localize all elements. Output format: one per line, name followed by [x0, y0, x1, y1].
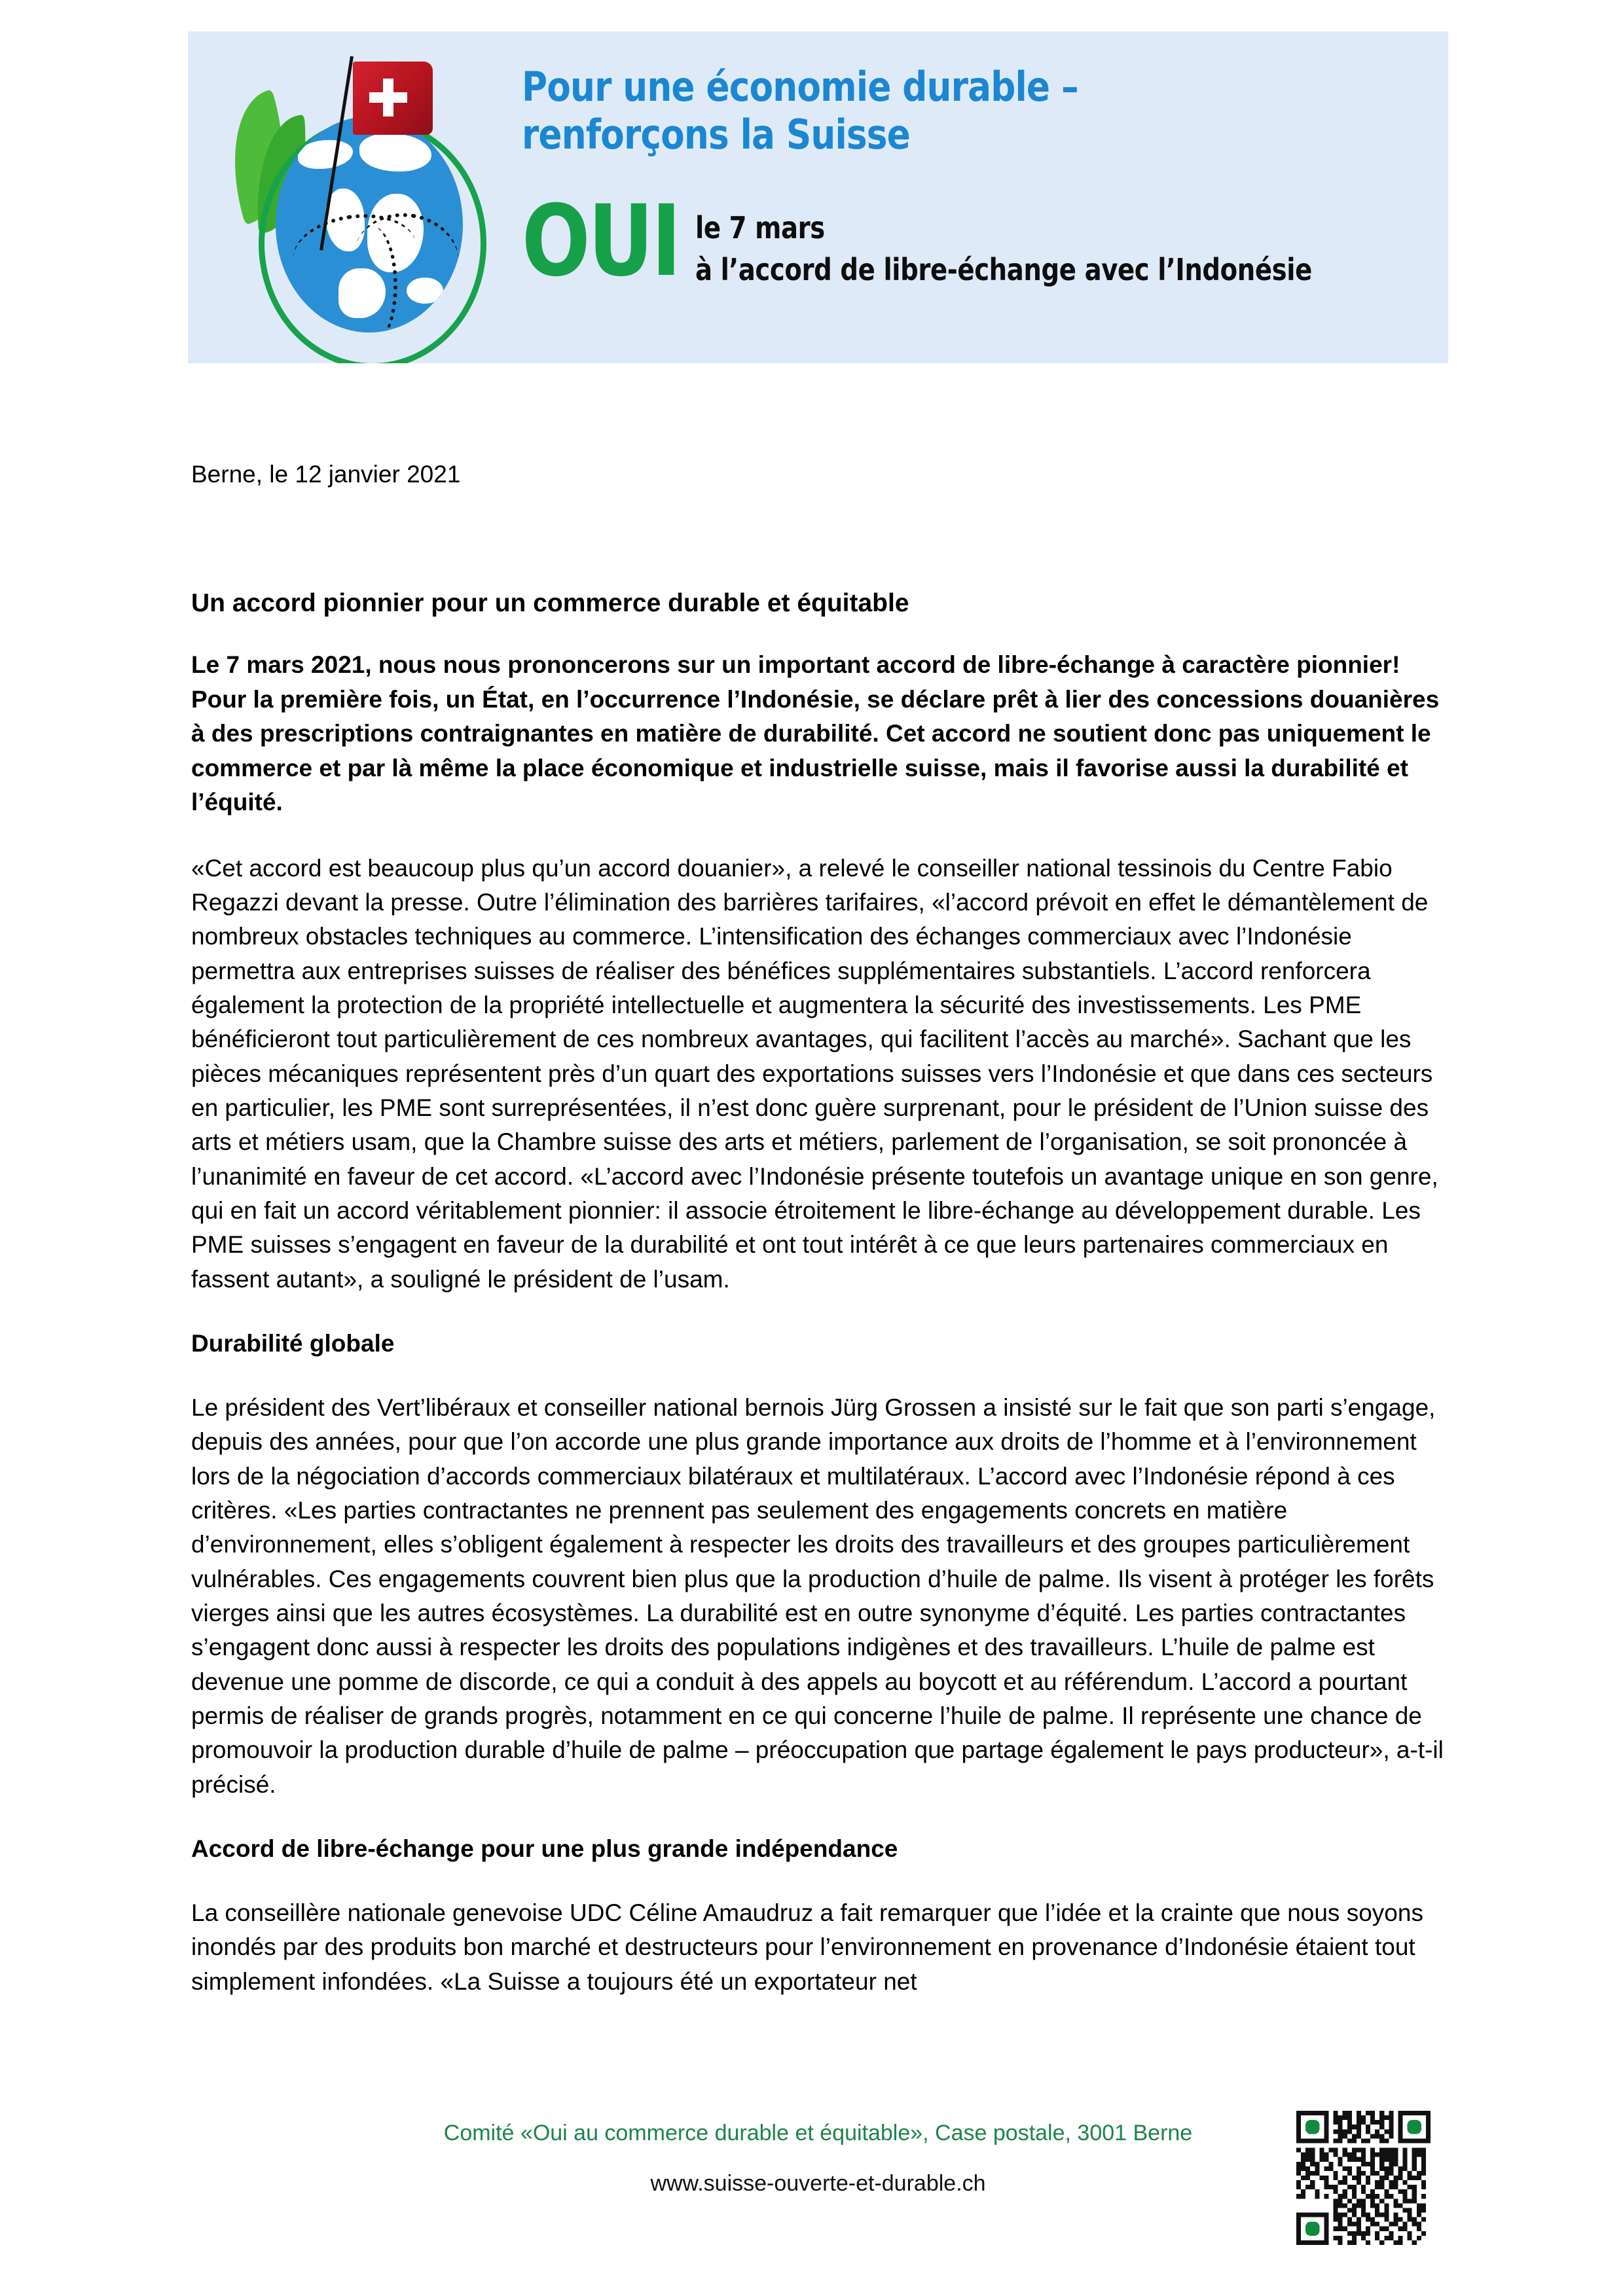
- section-heading-independance: Accord de libre-échange pour une plus grande indépendance: [191, 1835, 898, 1863]
- body-paragraph-2: Le président des Vert’libéraux et conseiller national bernois Jürg Grossen a insisté sur le fait que son parti s’engage, depuis des années, pour que l’on accorde une plus grande importance aux droits de l’homme et à l’environnement lors de la négociation d’accords commerciaux bilatéraux et multilatéraux. L’accord avec l’Indonésie répond à ces critères. «Les parties contractantes ne prennent pas seulement des engagements concrets en matière d’environnement, elles s’obligent également à respecter les droits des travailleurs et des groupes particulièrement vulnérables. Ces engagements couvrent bien plus que la production d’huile de palme. Ils visent à protéger les forêts vierges ainsi que les autres écosystèmes. La durabilité est en outre synonyme d’équité. Les parties contractantes s’engagent donc aussi à respecter les droits des populations indigènes et des travailleurs. L’huile de palme est devenue une pomme de discorde, ce qui a conduit à des appels au boycott et au référendum. L’accord a pourtant permis de réaliser de grands progrès, notamment en ce qui concerne l’huile de palme. Il représente une chance de promouvoir la production durable d’huile de palme – préoccupation que partage également le pays producteur», a-t-il précisé.: [191, 1393, 1444, 1798]
- page-title: Un accord pionnier pour un commerce durable et équitable: [191, 589, 909, 617]
- banner-yes-block: [522, 185, 1429, 298]
- body-paragraph-3: La conseillère nationale genevoise UDC Céline Amaudruz a fait remarquer que l’idée et la crainte que nous soyons inondés par des produits bon marché et destructeurs pour l’environnement en provenance d’Indonésie étaient tout simplement infondées. «La Suisse a toujours été un exportateur net: [191, 1899, 1423, 1995]
- banner-vote-date: le 7 mars: [695, 210, 825, 245]
- banner-vote-subject: à l’accord de libre-échange avec l’Indonésie: [695, 252, 1313, 288]
- banner-yes-word: OUI: [522, 185, 680, 298]
- place-and-date: Berne, le 12 janvier 2021: [191, 461, 461, 488]
- swiss-flag-icon: [353, 62, 433, 135]
- banner-headline-line-1: Pour une économie durable –: [522, 63, 1078, 111]
- lead-paragraph: Le 7 mars 2021, nous nous prononcerons sur un important accord de libre-échange à caractère pionnier! Pour la première fois, un État, en l’occurrence l’Indonésie, se déclare prêt à lier des concessions douanières à des prescriptions contraignantes en matière de durabilité. Cet accord ne soutient donc pas uniquement le commerce et par là même la place économique et industrielle suisse, mais il favorise aussi la durabilité et l’équité.: [191, 651, 1440, 816]
- swiss-globe-leaf-logo: [208, 38, 515, 359]
- campaign-banner: [188, 31, 1448, 363]
- qr-code[interactable]: [1296, 2111, 1431, 2245]
- footer-website-link[interactable]: www.suisse-ouverte-et-durable.ch: [650, 2171, 986, 2196]
- letter-body: [191, 648, 1453, 2029]
- footer-committee-line: Comité «Oui au commerce durable et équitable», Case postale, 3001 Berne: [443, 2121, 1193, 2145]
- section-heading-durabilite-globale: Durabilité globale: [191, 1330, 395, 1357]
- page-footer: [0, 2121, 1623, 2197]
- globe-icon: [276, 117, 463, 332]
- banner-headline-line-2: renforçons la Suisse: [522, 111, 910, 159]
- body-paragraph-1: «Cet accord est beaucoup plus qu’un accord douanier», a relevé le conseiller national tessinois du Centre Fabio Regazzi devant la presse. Outre l’élimination des barrières tarifaires, «l’accord prévoit en effet le démantèlement de nombreux obstacles techniques au commerce. L’intensification des échanges commerciaux avec l’Indonésie permettra aux entreprises suisses de réaliser des bénéfices supplémentaires substantiels. L’accord renforcera également la protection de la propriété intellectuelle et augmentera la sécurité des investissements. Les PME bénéficieront tout particulièrement de ces nombreux avantages, qui facilitent l’accès au marché». Sachant que les pièces mécaniques représentent près d’un quart des exportations suisses vers l’Indonésie et que dans ces secteurs en particulier, les PME sont surreprésentées, il n’est donc guère surprenant, pour le président de l’Union suisse des arts et métiers usam, que la Chambre suisse des arts et métiers, parlement de l’organisation, se soit prononcée à l’unanimité en faveur de cet accord. «L’accord avec l’Indonésie présente toutefois un avantage unique en son genre, qui en fait un accord véritablement pionnier: il associe étroitement le libre-échange au développement durable. Les PME suisses s’engagent en faveur de la durabilité et ont tout intérêt à ce que leurs partenaires commerciaux en fassent autant», a souligné le président de l’usam.: [191, 854, 1438, 1293]
